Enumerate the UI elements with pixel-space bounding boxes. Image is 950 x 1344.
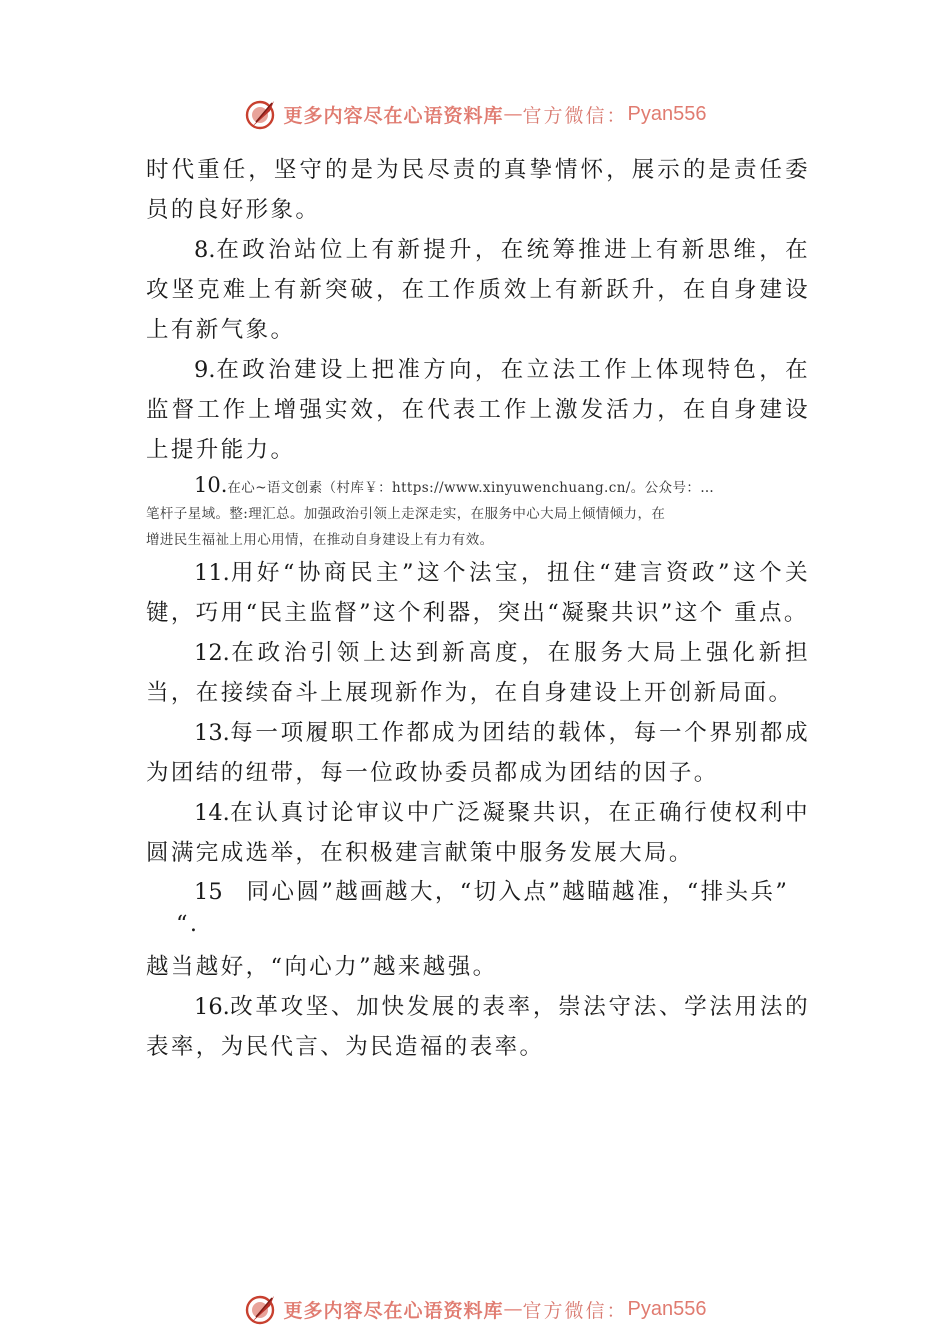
footer-wechat-id: Pyan556 <box>627 1297 707 1320</box>
paragraph-12 <box>146 633 810 713</box>
paragraph-text: 在政治站位上有新提升，在统筹推进上有新思维，在攻坚克难上有新突破，在工作质效上有新跃升，在自身建设上有新气象。 <box>146 237 810 343</box>
paragraph-text-line: 增进民生福祉上用心用情，在推动自身建设上有力有效。 <box>146 532 494 548</box>
header-wechat-id: Pyan556 <box>627 102 707 125</box>
paragraph-text-line: 笔杆子星域。整:理汇总。加强政治引领上走深走实，在服务中心大局上倾情倾力，在 <box>146 506 666 522</box>
item-number: 13. <box>194 720 230 746</box>
paragraph-text: 用好“协商民主”这个法宝，扭住“建言资政”这个关键，巧用“民主监督”这个利器，突出“凝聚共识”这个 重点。 <box>146 560 810 626</box>
paragraph-text: 每一项履职工作都成为团结的载体，每一个界别都成为团结的纽带，每一位政协委员都成为团结的因子。 <box>146 720 810 786</box>
paragraph-9 <box>146 350 810 470</box>
paragraph-text: 在政治建设上把准方向，在立法工作上体现特色，在监督工作上增强实效，在代表工作上激发活力，在自身建设上提升能力。 <box>146 357 810 463</box>
stray-mark: “. <box>176 911 200 937</box>
paragraph-text: 在政治引领上达到新高度，在服务大局上强化新担当，在接续奋斗上展现新作为，在自身建设上开创新局面。 <box>146 640 810 706</box>
quill-seal-icon <box>244 97 278 131</box>
item-number: 11. <box>194 560 230 586</box>
paragraph-10 <box>146 472 810 553</box>
header-banner <box>0 96 950 132</box>
paragraph-text-line: 越当越好，“向心力”越来越强。 <box>146 954 498 980</box>
quill-seal-icon <box>244 1292 278 1326</box>
item-number: 12. <box>194 640 230 666</box>
item-number: 8. <box>194 237 216 263</box>
paragraph-11 <box>146 553 810 633</box>
footer-banner <box>0 1291 950 1327</box>
item-number: 9. <box>194 357 216 383</box>
paragraph-8 <box>146 230 810 350</box>
paragraph-13 <box>146 713 810 793</box>
paragraph-continued: 时代重任，坚守的是为民尽责的真挚情怀，展示的是责任委员的良好形象。 <box>146 157 810 223</box>
paragraph-14 <box>146 793 810 873</box>
item-number: 14. <box>194 800 230 826</box>
paragraph-text-line: 同心圆”越画越大，“切入点”越瞄越准，“排头兵” <box>246 879 790 905</box>
paragraph-text: 在认真讨论审议中广泛凝聚共识，在正确行使权利中圆满完成选举，在积极建言献策中服务发展大局。 <box>146 800 810 866</box>
item-number: 10. <box>194 473 228 497</box>
footer-brand: 更多内容尽在心语资料库 <box>283 1299 504 1322</box>
header-wechat-label: 官方微信： <box>522 104 628 127</box>
footer-dash: — <box>503 1298 523 1320</box>
item-number: 15 <box>194 879 223 905</box>
header-brand: 更多内容尽在心语资料库 <box>283 104 504 127</box>
document-body <box>146 150 810 1067</box>
paragraph-text: 改革攻坚、加快发展的表率，崇法守法、学法用法的表率，为民代言、为民造福的表率。 <box>146 994 810 1060</box>
item-number: 16. <box>194 994 230 1020</box>
footer-wechat-label: 官方微信： <box>522 1299 628 1322</box>
paragraph-16 <box>146 987 810 1067</box>
paragraph-15 <box>146 873 810 987</box>
paragraph-text-line: 在心~语文创素（村库￥：https://www.xinyuwenchuang.cn/。公众号：… <box>227 480 715 496</box>
header-dash: — <box>503 103 523 125</box>
